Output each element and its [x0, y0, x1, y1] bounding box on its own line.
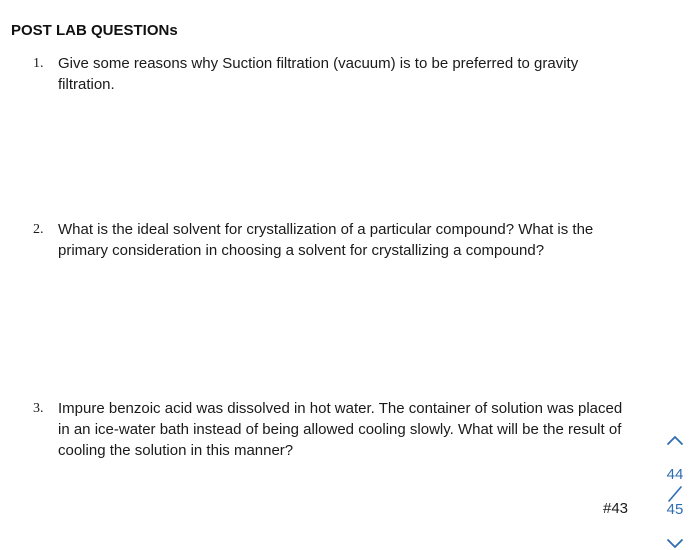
question-number: 2.	[33, 222, 44, 237]
question-number: 1.	[33, 56, 44, 71]
question-text: What is the ideal solvent for crystallization of a particular compound? What is the primary consideration in choosing a solvent for crystallizing a compound?	[58, 221, 594, 259]
page-navigator	[655, 430, 695, 550]
chevron-up-icon[interactable]	[666, 434, 684, 446]
page-title: POST LAB QUESTIONs	[11, 22, 178, 39]
question-text: Give some reasons why Suction filtration (vacuum) is to be preferred to gravity filtration.	[58, 55, 579, 93]
question-text: Impure benzoic acid was dissolved in hot water. The container of solution was placed in an ice-water bath instead of being allowed cooling slowly. What will be the result of cooling the solution in this manner?	[58, 400, 623, 459]
chevron-down-icon[interactable]	[666, 538, 684, 550]
current-page-number: 44	[666, 466, 684, 483]
page-number-label: #43	[603, 500, 629, 517]
total-pages-number: 45	[666, 501, 684, 518]
page-separator	[667, 486, 683, 502]
question-number: 3.	[33, 401, 44, 416]
